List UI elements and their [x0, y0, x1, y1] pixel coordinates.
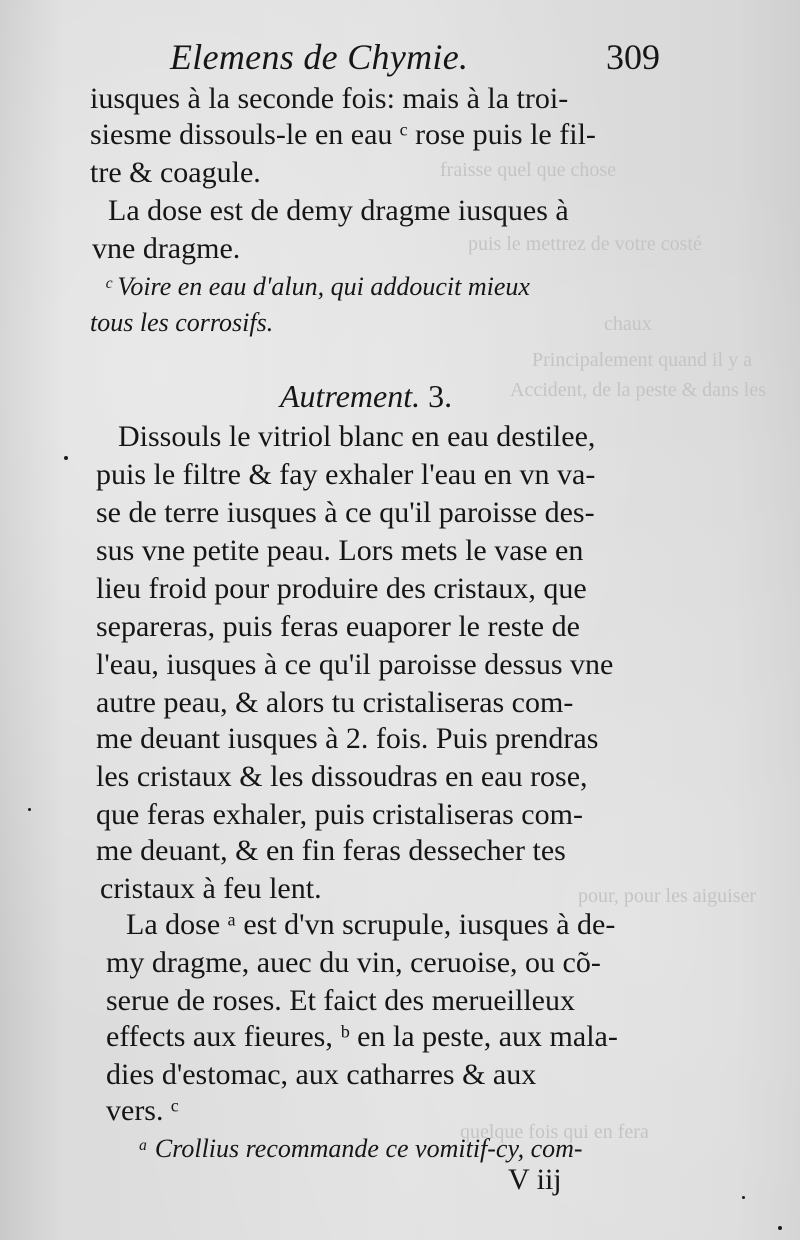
ink-speck: [742, 1196, 745, 1199]
text-line: iusques à la seconde fois: mais à la troi-: [90, 82, 569, 115]
text-line: sus vne petite peau. Lors mets le vase en: [96, 534, 584, 567]
text-line: lieu froid pour produire des cristaux, que: [96, 572, 587, 605]
bleed-through-line: pour, pour les aiguiser: [578, 885, 757, 907]
ink-speck: [64, 456, 68, 460]
text-line: me deuant iusques à 2. fois. Puis prendras: [96, 722, 599, 755]
page-number: 309: [606, 37, 660, 77]
marginal-note-c: ᶜ Voire en eau d'alun, qui addoucit mieux: [104, 272, 530, 301]
text-line: dies d'estomac, aux catharres & aux: [106, 1058, 537, 1091]
text-line: que feras exhaler, puis cristaliseras com-: [96, 798, 583, 831]
text-line: cristaux à feu lent.: [100, 872, 322, 905]
ink-speck: [778, 1226, 782, 1230]
text-line: Dissouls le vitriol blanc en eau destilee,: [118, 420, 596, 453]
text-line: my dragme, auec du vin, ceruoise, ou cõ-: [106, 946, 601, 979]
signature-mark: V iij: [508, 1163, 562, 1196]
section-heading-word: Autrement.: [280, 378, 421, 414]
bleed-through-line: Accident, de la peste & dans les: [510, 379, 767, 401]
text-line: se de terre iusques à ce qu'il paroisse des-: [96, 496, 595, 529]
section-heading: [280, 376, 452, 416]
text-line: les cristaux & les dissoudras en eau rose,: [96, 760, 588, 793]
text-line: serue de roses. Et faict des merueilleux: [106, 984, 575, 1017]
text-line: tre & coagule.: [90, 156, 261, 189]
text-line: vers. ᶜ: [106, 1094, 179, 1127]
text-line: siesme dissouls-le en eau ᶜ rose puis le fil-: [90, 118, 596, 151]
text-line: separeras, puis feras euaporer le reste de: [96, 610, 580, 643]
text-line: me deuant, & en fin feras dessecher tes: [96, 834, 566, 867]
bleed-through-line: quelque fois qui en fera: [460, 1121, 649, 1143]
ink-speck: [28, 808, 31, 811]
bleed-through-line: chaux: [604, 313, 652, 335]
bleed-through-line: fraisse quel que chose: [440, 159, 617, 181]
marginal-note-c: tous les corrosifs.: [90, 308, 274, 337]
bleed-through-line: Principalement quand il y a: [532, 349, 752, 371]
text-line: l'eau, iusques à ce qu'il paroisse dessus vne: [96, 648, 614, 681]
bleed-through-line: puis le mettrez de votre costé: [468, 233, 702, 255]
marginal-note-a: ᵃ Crollius recommande ce vomitif-cy, com-: [138, 1134, 583, 1163]
text-line: puis le filtre & fay exhaler l'eau en vn va-: [96, 458, 596, 491]
text-line: vne dragme.: [92, 232, 241, 265]
text-line: La dose ᵃ est d'vn scrupule, iusques à de-: [126, 908, 616, 941]
text-line: autre peau, & alors tu cristaliseras com-: [96, 686, 574, 719]
page-header: [170, 34, 670, 80]
running-head: Elemens de Chymie.: [170, 37, 469, 77]
section-heading-number: 3.: [428, 378, 453, 414]
text-line: effects aux fieures, ᵇ en la peste, aux mala-: [106, 1020, 618, 1053]
text-line: La dose est de demy dragme iusques à: [108, 194, 569, 227]
